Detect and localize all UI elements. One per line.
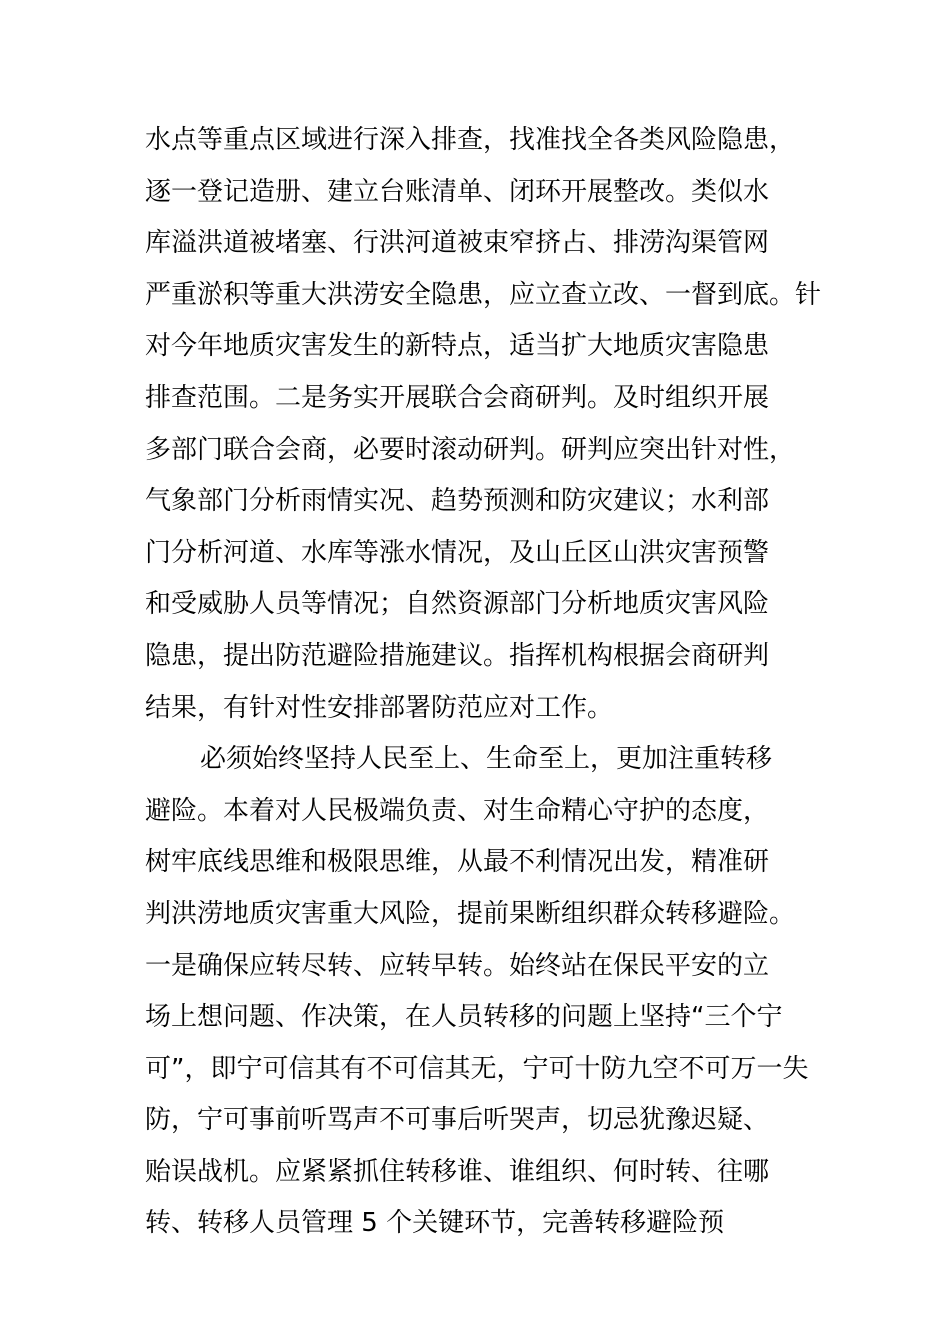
text-line-8: 气象部门分析雨情实况、趋势预测和防灾建议；水利部	[145, 486, 770, 517]
text-line-9: 门分析河道、水库等涨水情况，及山丘区山洪灾害预警	[145, 537, 770, 568]
text-line-5: 对今年地质灾害发生的新特点，适当扩大地质灾害隐患	[145, 331, 770, 362]
text-line-13: 必须始终坚持人民至上、生命至上，更加注重转移	[200, 744, 773, 775]
body-text	[145, 115, 835, 1250]
text-line-4: 严重淤积等重大洪涝安全隐患，应立查立改、一督到底。针	[145, 279, 822, 310]
text-line-11: 隐患，提出防范避险措施建议。指挥机构根据会商研判	[145, 640, 770, 671]
text-line-17: 一是确保应转尽转、应转早转。始终站在保民平安的立	[145, 950, 770, 981]
text-line-1: 水点等重点区域进行深入排查，找准找全各类风险隐患，	[145, 125, 796, 155]
text-line-19: 可”，即宁可信其有不可信其无，宁可十防九空不可万一失	[145, 1053, 809, 1084]
text-line-7: 多部门联合会商，必要时滚动研判。研判应突出针对性，	[145, 434, 796, 465]
text-line-3: 库溢洪道被堵塞、行洪河道被束窄挤占、排涝沟渠管网	[145, 228, 770, 259]
text-line-14: 避险。本着对人民极端负责、对生命精心守护的态度，	[145, 795, 770, 826]
text-line-12: 结果，有针对性安排部署防范应对工作。	[145, 692, 614, 723]
text-line-22: 转、转移人员管理 5 个关键环节，完善转移避险预	[145, 1208, 725, 1239]
text-line-16: 判洪涝地质灾害重大风险，提前果断组织群众转移避险。	[145, 898, 796, 929]
text-line-6: 排查范围。二是务实开展联合会商研判。及时组织开展	[145, 382, 770, 413]
text-line-2: 逐一登记造册、建立台账清单、闭环开展整改。类似水	[145, 176, 770, 207]
text-line-10: 和受威胁人员等情况；自然资源部门分析地质灾害风险	[145, 589, 770, 620]
text-line-20: 防，宁可事前听骂声不可事后听哭声，切忌犹豫迟疑、	[145, 1105, 770, 1136]
text-line-15: 树牢底线思维和极限思维，从最不利情况出发，精准研	[145, 847, 770, 878]
text-line-18: 场上想问题、作决策，在人员转移的问题上坚持“三个宁	[145, 1002, 783, 1033]
text-line-21: 贻误战机。应紧紧抓住转移谁、谁组织、何时转、往哪	[145, 1156, 770, 1187]
